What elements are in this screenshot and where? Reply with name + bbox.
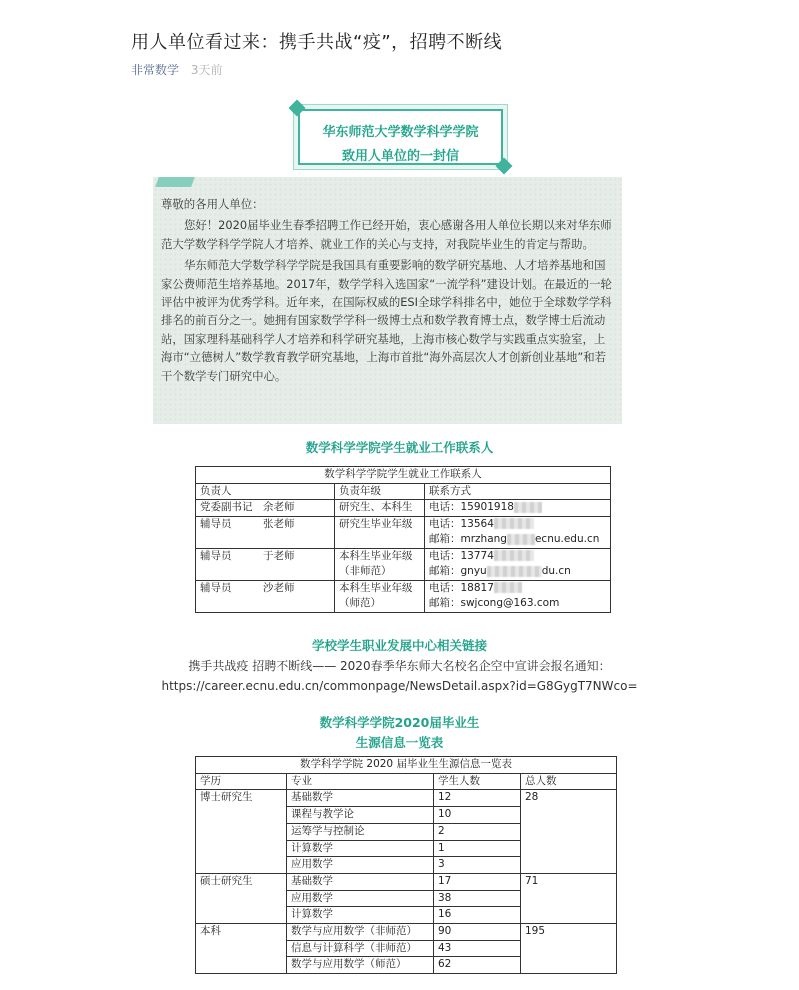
contact-email-tail: du.cn (541, 565, 571, 577)
degree-cell: 本科 (196, 924, 287, 974)
table-header: 负责年级 (335, 483, 425, 500)
author-link[interactable]: 非常数学 (131, 63, 180, 77)
table-row (196, 873, 617, 890)
article-meta (131, 61, 222, 78)
degree-cell: 博士研究生 (196, 790, 287, 874)
major-cell: 数学与应用数学（师范） (287, 957, 434, 974)
total-cell: 71 (521, 873, 617, 923)
article-title: 用人单位看过来：携手共战“疫”，招聘不断线 (131, 32, 503, 53)
contact-email-tail: ecnu.edu.cn (534, 533, 600, 545)
count-cell: 3 (434, 857, 521, 874)
contacts-table (195, 466, 611, 613)
table-header: 负责人 (196, 483, 335, 500)
major-cell: 数学与应用数学（非师范） (287, 924, 434, 941)
table-row (196, 516, 611, 548)
banner-corner-decoration (289, 100, 306, 117)
letter-banner (298, 109, 503, 165)
contact-grade: 研究生毕业年级 (335, 516, 425, 548)
graduates-section-title: 数学科学学院2020届毕业生 (319, 715, 480, 730)
major-cell: 运筹学与控制论 (287, 823, 434, 840)
contact-info (425, 580, 611, 612)
table-header: 专业 (287, 773, 434, 790)
major-cell: 计算数学 (287, 840, 434, 857)
table-header: 总人数 (521, 773, 617, 790)
link-description: 携手共战疫 招聘不断线—— 2020春季华东师大名校名企空中宣讲会报名通知： (188, 659, 611, 673)
contact-person: 党委副书记 余老师 (196, 500, 335, 517)
redacted-mark (494, 550, 534, 561)
contact-phone: 电话：18817 (429, 581, 494, 594)
contact-grade: 本科生毕业年级（非师范） (335, 548, 425, 580)
redacted-mark (514, 502, 542, 513)
links-section-title: 学校学生职业发展中心相关链接 (311, 638, 487, 653)
table-header: 学历 (196, 773, 287, 790)
count-cell: 12 (434, 790, 521, 807)
contact-email: 邮箱：swjcong@163.com (429, 597, 560, 609)
contact-phone: 电话：13564 (429, 517, 494, 530)
contact-person: 辅导员 于老师 (196, 548, 335, 580)
major-cell: 信息与计算科学（非师范） (287, 940, 434, 957)
table-header: 学生人数 (434, 773, 521, 790)
count-cell: 17 (434, 873, 521, 890)
letter-paragraph-2: 华东师范大学数学科学学院是我国具有重要影响的数学研究基地、人才培养基地和国家公费师范生培养基地。2017年，数学学科入选国家“一流学科”建设计划。在最近的一轮评估中被评为优秀学科。近年来，在国际权威的ESI全球学科排名中，她位于全球数学学科排名的前百分之一。她拥有国家数学学科一级博士点和数学教育博士点，数学博士后流动站，国家理科基础科学人才培养和科学研究基地，上海市核心数学与实践重点实验室，上海市“立德树人”数学教育教学研究基地，上海市首批“海外高层次人才创新创业基地”和若干个数学专门研究中心。 (161, 258, 612, 383)
contact-person: 辅导员 沙老师 (196, 580, 335, 612)
contacts-section-title: 数学科学学院学生就业工作联系人 (305, 440, 494, 455)
contact-phone: 电话：13774 (429, 549, 494, 562)
major-cell: 课程与教学论 (287, 807, 434, 824)
letter-paragraph-1: 您好！2020届毕业生春季招聘工作已经开始，衷心感谢各用人单位长期以来对华东师范大学数学科学学院人才培养、就业工作的关心与支持，对我院毕业生的肯定与帮助。 (161, 218, 612, 251)
contact-person: 辅导员 张老师 (196, 516, 335, 548)
contact-grade: 研究生、本科生 (335, 500, 425, 517)
letter-body (153, 177, 622, 424)
count-cell: 62 (434, 957, 521, 974)
graduates-table (195, 756, 617, 974)
table-header: 联系方式 (425, 483, 611, 500)
contact-info (425, 500, 611, 517)
table-row (196, 500, 611, 517)
count-cell: 16 (434, 907, 521, 924)
degree-cell: 硕士研究生 (196, 873, 287, 923)
graduates-section-subtitle: 生源信息一览表 (355, 735, 444, 750)
table-row (196, 548, 611, 580)
letter-greeting: 尊敬的各用人单位： (161, 197, 264, 211)
count-cell: 1 (434, 840, 521, 857)
redacted-mark (494, 518, 534, 529)
banner-line-2: 致用人单位的一封信 (341, 149, 459, 164)
contact-email: 邮箱：mrzhang (429, 533, 507, 545)
career-link[interactable]: https://career.ecnu.edu.cn/commonpage/NewsDetail.aspx?id=G8GygT7NWco= (161, 679, 638, 693)
table-row (196, 790, 617, 807)
banner-line-1: 华东师范大学数学科学学院 (322, 125, 479, 140)
count-cell: 90 (434, 924, 521, 941)
table-row (196, 580, 611, 612)
major-cell: 应用数学 (287, 890, 434, 907)
links-text (0, 656, 799, 696)
major-cell: 基础数学 (287, 873, 434, 890)
graduates-table-body (196, 790, 617, 974)
count-cell: 2 (434, 823, 521, 840)
major-cell: 应用数学 (287, 857, 434, 874)
graduates-table-caption: 数学科学学院 2020 届毕业生生源信息一览表 (196, 757, 617, 774)
contact-email: 邮箱：gnyu (429, 565, 487, 577)
count-cell: 38 (434, 890, 521, 907)
major-cell: 计算数学 (287, 907, 434, 924)
contacts-table-caption: 数学科学学院学生就业工作联系人 (196, 467, 611, 484)
redacted-mark (494, 582, 522, 593)
total-cell: 195 (521, 924, 617, 974)
table-row (196, 924, 617, 941)
count-cell: 10 (434, 807, 521, 824)
letter-tab-decoration (155, 177, 195, 187)
count-cell: 43 (434, 940, 521, 957)
total-cell: 28 (521, 790, 617, 874)
major-cell: 基础数学 (287, 790, 434, 807)
contact-phone: 电话：15901918 (429, 501, 514, 513)
contact-info (425, 548, 611, 580)
contact-info (425, 516, 611, 548)
contact-grade: 本科生毕业年级（师范） (335, 580, 425, 612)
redacted-mark (487, 566, 542, 577)
redacted-mark (507, 534, 535, 545)
publish-time: 3天前 (190, 63, 223, 77)
